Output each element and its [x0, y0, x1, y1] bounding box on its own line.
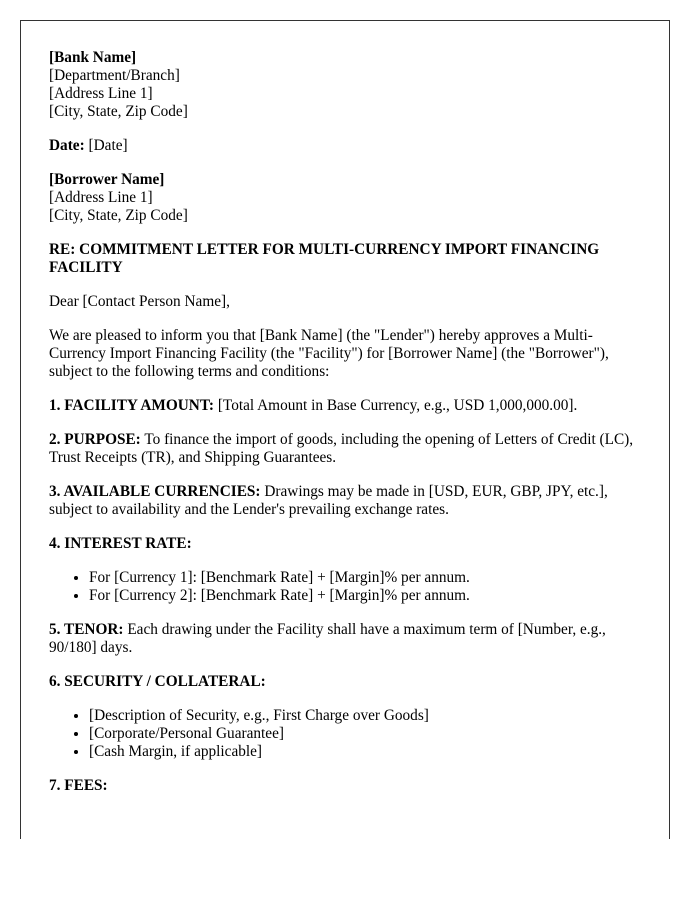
section-text: Drawings may be made in [USD, EUR, GBP, JPY, etc.], subject to availability and the Lender's prevailing exchange rates.	[49, 483, 608, 518]
list-item: • For [Currency 2]: [Benchmark Rate] + [Margin]% per annum.	[89, 587, 649, 605]
list-item: • [Description of Security, e.g., First Charge over Goods]	[89, 707, 649, 725]
bank-city-line: [City, State, Zip Code]	[49, 103, 188, 120]
section-heading: 5. TENOR:	[49, 621, 124, 638]
section-text: [Total Amount in Base Currency, e.g., USD 1,000,000.00].	[214, 397, 578, 414]
list-item: • [Cash Margin, if applicable]	[89, 743, 649, 761]
section-interest-heading: 4. INTEREST RATE:	[49, 535, 192, 552]
salutation: Dear [Contact Person Name],	[49, 293, 230, 310]
list-item: • For [Currency 1]: [Benchmark Rate] + [Margin]% per annum.	[89, 569, 649, 587]
date-line	[49, 137, 649, 155]
bank-address-block	[49, 49, 649, 121]
section-purpose	[49, 431, 649, 467]
bank-department: [Department/Branch]	[49, 67, 180, 84]
list-item: • [Corporate/Personal Guarantee]	[89, 725, 649, 743]
intro-paragraph: We are pleased to inform you that [Bank Name] (the "Lender") hereby approves a Multi-Currency Import Financing Facility (the "Facility") for [Borrower Name] (the "Borrower"), subject to the following terms and conditions:	[49, 327, 609, 380]
borrower-city-line: [City, State, Zip Code]	[49, 207, 188, 224]
section-currencies	[49, 483, 649, 519]
subject-line: RE: COMMITMENT LETTER FOR MULTI-CURRENCY IMPORT FINANCING FACILITY	[49, 241, 600, 276]
section-heading: 3. AVAILABLE CURRENCIES:	[49, 483, 261, 500]
section-heading: 1. FACILITY AMOUNT:	[49, 397, 215, 414]
section-heading: 2. PURPOSE:	[49, 431, 141, 448]
borrower-address-line: [Address Line 1]	[49, 189, 153, 206]
section-facility-amount	[49, 397, 649, 415]
section-text: To finance the import of goods, including the opening of Letters of Credit (LC), Trust Receipts (TR), and Shipping Guarantees.	[49, 431, 634, 466]
borrower-address-block	[49, 171, 649, 225]
bank-name: [Bank Name]	[49, 49, 137, 66]
section-text: Each drawing under the Facility shall have a maximum term of [Number, e.g., 90/180] days.	[49, 621, 606, 656]
section-fees-heading: 7. FEES:	[49, 777, 108, 794]
security-list	[49, 707, 649, 761]
date-value: [Date]	[88, 137, 128, 154]
letter-page	[20, 20, 670, 839]
section-tenor	[49, 621, 649, 657]
borrower-name: [Borrower Name]	[49, 171, 165, 188]
section-security-heading: 6. SECURITY / COLLATERAL:	[49, 673, 266, 690]
bank-address-line: [Address Line 1]	[49, 85, 153, 102]
date-label: Date:	[49, 137, 85, 154]
interest-rate-list	[49, 569, 649, 605]
